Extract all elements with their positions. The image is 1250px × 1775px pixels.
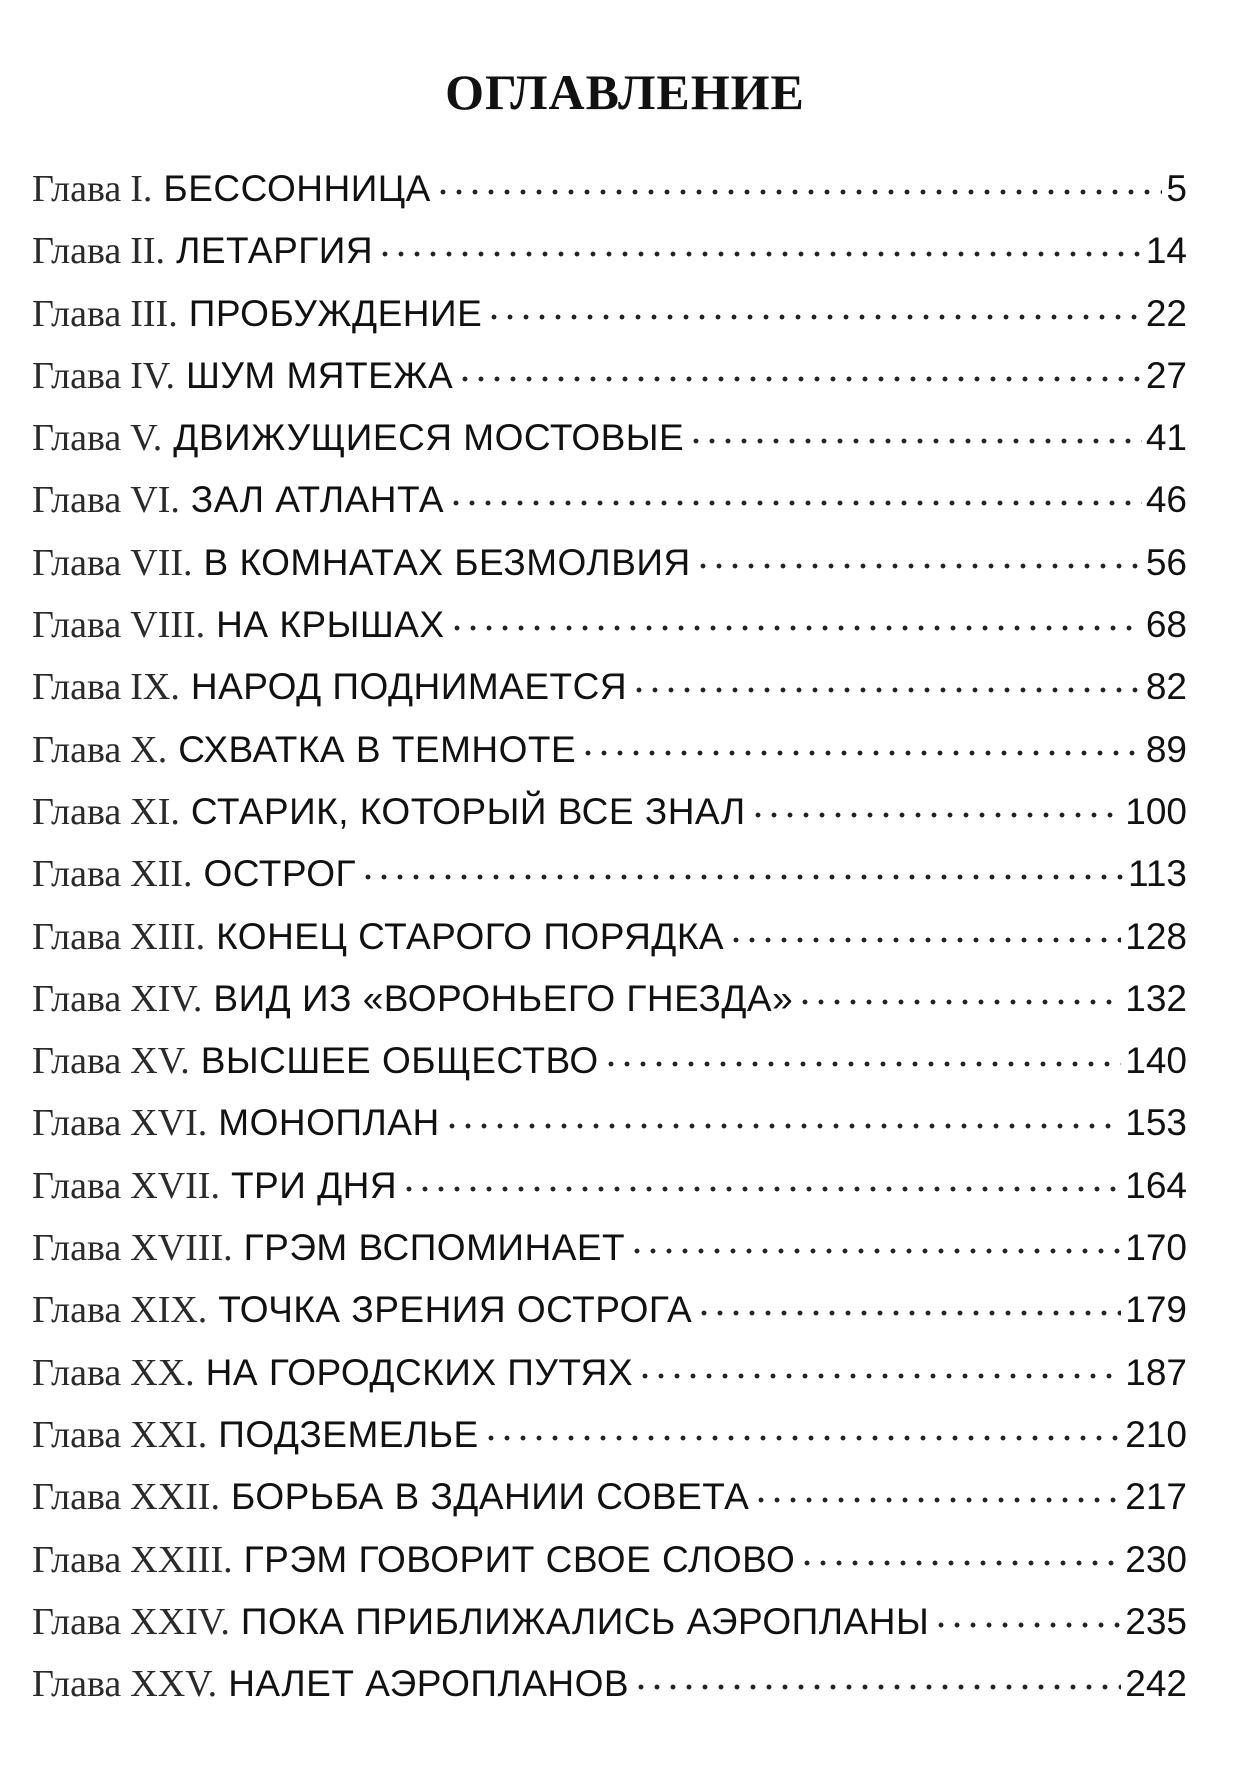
- chapter-number: XXII.: [130, 1476, 220, 1519]
- chapter-number: VI.: [130, 479, 180, 522]
- chapter-label: Глава: [32, 1663, 122, 1706]
- toc-entry: [32, 283, 1187, 345]
- toc-entry: [32, 1217, 1187, 1279]
- chapter-label: Глава: [32, 666, 122, 709]
- chapter-label: Глава: [32, 790, 122, 833]
- toc-entry: [32, 968, 1187, 1030]
- chapter-title: ВЫСШЕЕ ОБЩЕСТВО: [200, 1040, 599, 1082]
- toc-entry: [32, 158, 1187, 220]
- chapter-number: XXI.: [130, 1413, 208, 1456]
- toc-entry: [32, 1030, 1187, 1092]
- toc-entry: [32, 1591, 1187, 1653]
- page-number: 27: [1145, 354, 1187, 396]
- chapter-title: ВИД ИЗ «ВОРОНЬЕГО ГНЕЗДА»: [213, 977, 794, 1019]
- toc-entry: [32, 532, 1187, 594]
- dot-leader: [753, 1495, 1121, 1505]
- table-of-contents: [32, 158, 1187, 1715]
- dot-leader: [633, 1682, 1121, 1692]
- toc-entry: [32, 781, 1187, 843]
- chapter-number: XVIII.: [130, 1227, 233, 1270]
- chapter-title: ПОКА ПРИБЛИЖАЛИСЬ АЭРОПЛАНЫ: [240, 1600, 930, 1642]
- page-number: 14: [1145, 230, 1187, 272]
- dot-leader: [629, 1246, 1121, 1256]
- chapter-title: ОСТРОГ: [203, 853, 357, 895]
- chapter-number: XX.: [130, 1351, 195, 1394]
- chapter-number: II.: [130, 230, 166, 273]
- chapter-label: Глава: [32, 230, 122, 273]
- dot-leader: [448, 498, 1142, 508]
- dot-leader: [696, 1308, 1121, 1318]
- chapter-label: Глава: [32, 1351, 122, 1394]
- chapter-label: Глава: [32, 977, 122, 1020]
- dot-leader: [580, 748, 1142, 758]
- chapter-number: VIII.: [130, 604, 206, 647]
- page-number: 153: [1125, 1102, 1187, 1144]
- page-number: 5: [1166, 168, 1187, 209]
- chapter-title: СХВАТКА В ТЕМНОТЕ: [178, 728, 577, 770]
- page-number: 89: [1145, 728, 1187, 770]
- chapter-number: XXIII.: [130, 1538, 233, 1581]
- dot-leader: [933, 1620, 1121, 1630]
- dot-leader: [637, 1371, 1121, 1381]
- chapter-title: ДВИЖУЩИЕСЯ МОСТОВЫЕ: [173, 417, 685, 459]
- chapter-label: Глава: [32, 1164, 122, 1207]
- chapter-title: ШУМ МЯТЕЖА: [185, 354, 454, 396]
- page-number: 230: [1125, 1538, 1187, 1580]
- chapter-number: IX.: [130, 666, 180, 709]
- chapter-label: Глава: [32, 1538, 122, 1581]
- chapter-label: Глава: [32, 1102, 122, 1145]
- dot-leader: [750, 810, 1122, 820]
- chapter-label: Глава: [32, 417, 122, 460]
- dot-leader: [799, 1558, 1121, 1568]
- page-number: 46: [1145, 479, 1187, 521]
- chapter-label: Глава: [32, 728, 122, 771]
- toc-entry: [32, 1404, 1187, 1466]
- chapter-label: Глава: [32, 1600, 122, 1643]
- chapter-number: VII.: [130, 541, 193, 584]
- chapter-label: Глава: [32, 292, 122, 335]
- page-number: 217: [1125, 1476, 1187, 1518]
- chapter-number: IV.: [130, 354, 175, 397]
- chapter-label: Глава: [32, 604, 122, 647]
- toc-entry: [32, 1529, 1187, 1591]
- dot-leader: [603, 1059, 1122, 1069]
- dot-leader: [728, 935, 1121, 945]
- page-title: ОГЛАВЛЕНИЕ: [445, 64, 805, 120]
- chapter-number: I.: [130, 168, 153, 210]
- chapter-title: НА ГОРОДСКИХ ПУТЯХ: [205, 1351, 634, 1393]
- chapter-label: Глава: [32, 541, 122, 584]
- page-number: 56: [1145, 541, 1187, 583]
- chapter-number: XXIV.: [130, 1600, 230, 1643]
- chapter-label: Глава: [32, 1227, 122, 1270]
- chapter-title: В КОМНАТАХ БЕЗМОЛВИЯ: [203, 541, 691, 583]
- chapter-label: Глава: [32, 1413, 122, 1456]
- chapter-title: ГРЭМ ВСПОМИНАЕТ: [243, 1227, 626, 1269]
- page-number: 164: [1125, 1164, 1187, 1206]
- toc-entry: [32, 1155, 1187, 1217]
- dot-leader: [631, 685, 1142, 695]
- toc-entry: [32, 345, 1187, 407]
- toc-entry: [32, 1653, 1187, 1715]
- chapter-number: XXV.: [130, 1663, 218, 1706]
- toc-entry: [32, 656, 1187, 718]
- chapter-title: СТАРИК, КОТОРЫЙ ВСЕ ЗНАЛ: [190, 790, 746, 832]
- page-number: 132: [1125, 977, 1187, 1019]
- dot-leader: [688, 436, 1142, 446]
- chapter-number: XIII.: [130, 915, 206, 958]
- chapter-number: III.: [130, 292, 178, 335]
- dot-leader: [457, 374, 1142, 384]
- dot-leader: [449, 623, 1142, 633]
- dot-leader: [444, 1121, 1122, 1131]
- page-number: 235: [1125, 1600, 1187, 1642]
- chapter-number: XVI.: [130, 1102, 208, 1145]
- page-number: 113: [1128, 853, 1187, 895]
- toc-entry: [32, 1466, 1187, 1528]
- chapter-title: ЛЕТАРГИЯ: [176, 230, 374, 272]
- toc-entry: [32, 1092, 1187, 1154]
- chapter-number: XI.: [130, 790, 180, 833]
- page-number: 22: [1145, 292, 1187, 334]
- page-number: 187: [1125, 1351, 1187, 1393]
- page-number: 41: [1145, 417, 1187, 459]
- chapter-title: ГРЭМ ГОВОРИТ СВОЕ СЛОВО: [243, 1538, 796, 1580]
- chapter-number: XV.: [130, 1040, 190, 1083]
- page-number: 140: [1125, 1040, 1187, 1082]
- toc-entry: [32, 843, 1187, 905]
- chapter-title: НАРОД ПОДНИМАЕТСЯ: [190, 666, 628, 708]
- page-number: 100: [1125, 790, 1187, 832]
- chapter-label: Глава: [32, 1040, 122, 1083]
- page-number: 242: [1125, 1663, 1187, 1705]
- chapter-number: XII.: [130, 853, 193, 896]
- dot-leader: [483, 1433, 1122, 1443]
- chapter-title: БОРЬБА В ЗДАНИИ СОВЕТА: [230, 1476, 750, 1518]
- chapter-title: НАЛЕТ АЭРОПЛАНОВ: [228, 1663, 630, 1705]
- chapter-title: ЗАЛ АТЛАНТА: [190, 479, 445, 521]
- dot-leader: [435, 187, 1163, 197]
- page-number: 82: [1145, 666, 1187, 708]
- dot-leader: [401, 1184, 1121, 1194]
- toc-entry: [32, 906, 1187, 968]
- chapter-label: Глава: [32, 479, 122, 522]
- chapter-title: КОНЕЦ СТАРОГО ПОРЯДКА: [216, 915, 725, 957]
- dot-leader: [695, 561, 1142, 571]
- chapter-number: XIV.: [130, 977, 203, 1020]
- toc-entry: [32, 1342, 1187, 1404]
- page-number: 179: [1125, 1289, 1187, 1331]
- chapter-label: Глава: [32, 1476, 122, 1519]
- chapter-title: МОНОПЛАН: [218, 1102, 440, 1144]
- page-number: 210: [1125, 1413, 1187, 1455]
- chapter-title: ПОДЗЕМЕЛЬЕ: [218, 1413, 479, 1455]
- chapter-label: Глава: [32, 168, 122, 210]
- dot-leader: [797, 997, 1121, 1007]
- chapter-title: ПРОБУЖДЕНИЕ: [188, 292, 483, 334]
- toc-entry: [32, 220, 1187, 282]
- chapter-number: X.: [130, 728, 168, 771]
- dot-leader: [486, 312, 1142, 322]
- chapter-label: Глава: [32, 853, 122, 896]
- chapter-title: ТОЧКА ЗРЕНИЯ ОСТРОГА: [218, 1289, 693, 1331]
- chapter-label: Глава: [32, 354, 122, 397]
- chapter-label: Глава: [32, 1289, 122, 1332]
- dot-leader: [360, 872, 1124, 882]
- page-number: 128: [1125, 915, 1187, 957]
- toc-entry: [32, 469, 1187, 531]
- chapter-title: ТРИ ДНЯ: [230, 1164, 398, 1206]
- toc-entry: [32, 1279, 1187, 1341]
- toc-entry: [32, 719, 1187, 781]
- chapter-number: XVII.: [130, 1164, 220, 1207]
- chapter-title: БЕССОННИЦА: [163, 168, 431, 209]
- chapter-number: V.: [130, 417, 163, 460]
- toc-entry: [32, 594, 1187, 656]
- dot-leader: [377, 249, 1142, 259]
- page-number: 68: [1145, 604, 1187, 646]
- chapter-title: НА КРЫШАХ: [216, 604, 445, 646]
- page-number: 170: [1125, 1227, 1187, 1269]
- chapter-number: XIX.: [130, 1289, 208, 1332]
- toc-entry: [32, 407, 1187, 469]
- chapter-label: Глава: [32, 915, 122, 958]
